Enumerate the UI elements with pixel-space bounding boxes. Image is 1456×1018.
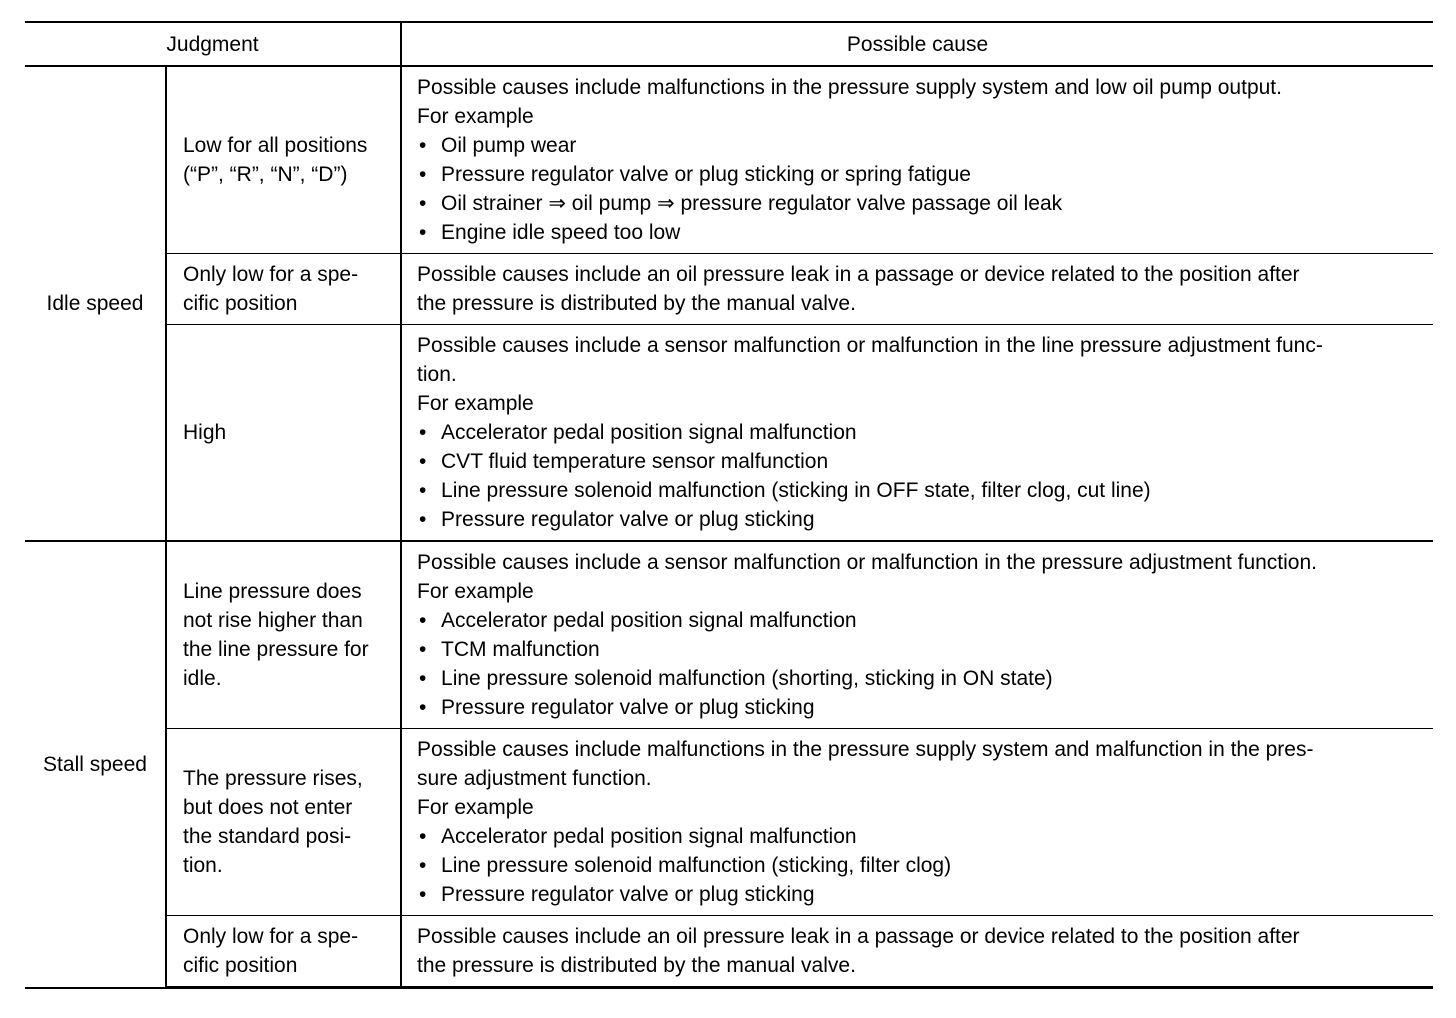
cause-line: sure adjustment function. [417, 767, 652, 790]
judgment-line: Only low for a spe- [183, 263, 359, 286]
cause-bullet-list [417, 606, 1425, 722]
judgment-cell [166, 729, 401, 916]
cause-bullet-item: • Oil pump wear [417, 131, 1425, 160]
cause-line: For example [417, 392, 534, 415]
cause-bullet-item: • Oil strainer ⇒ oil pump ⇒ pressure regulator valve passage oil leak [417, 189, 1425, 218]
cause-bullet-item: • Engine idle speed too low [417, 218, 1425, 247]
cause-cell [401, 66, 1433, 254]
judgment-cell [166, 916, 401, 988]
header-possible-cause: Possible cause [401, 22, 1433, 66]
cause-line: For example [417, 796, 534, 819]
cause-line: For example [417, 580, 534, 603]
cause-cell [401, 729, 1433, 916]
cause-cell [401, 254, 1433, 325]
cause-line: Possible causes include malfunctions in the pressure supply system and low oil pump output. [417, 76, 1282, 99]
judgment-line: cific position [183, 292, 298, 315]
cause-bullet-item: • Line pressure solenoid malfunction (sticking in OFF state, filter clog, cut line) [417, 476, 1425, 505]
judgment-line: The pressure rises, [183, 767, 363, 790]
table-row [25, 916, 1433, 988]
cause-bullet-list [417, 418, 1425, 534]
cause-bullet-item: • Line pressure solenoid malfunction (shorting, sticking in ON state) [417, 664, 1425, 693]
table-row [25, 254, 1433, 325]
cause-bullet-item: • Accelerator pedal position signal malfunction [417, 418, 1425, 447]
table-header-row [25, 22, 1433, 66]
cause-bullet-item: • Accelerator pedal position signal malfunction [417, 606, 1425, 635]
table-row [25, 541, 1433, 729]
table-row [25, 729, 1433, 916]
judgment-line: Low for all positions [183, 134, 368, 157]
table-row [25, 325, 1433, 542]
cause-bullet-item: • Line pressure solenoid malfunction (sticking, filter clog) [417, 851, 1425, 880]
cause-line: Possible causes include an oil pressure leak in a passage or device related to the position after [417, 263, 1300, 286]
header-judgment: Judgment [25, 22, 401, 66]
cause-bullet-list [417, 822, 1425, 909]
cause-bullet-item: • Pressure regulator valve or plug sticking [417, 693, 1425, 722]
cause-line: Possible causes include an oil pressure leak in a passage or device related to the position after [417, 925, 1300, 948]
judgment-line: Only low for a spe- [183, 925, 359, 948]
cause-bullet-item: • Pressure regulator valve or plug sticking [417, 505, 1425, 534]
judgment-line: cific position [183, 954, 298, 977]
cause-cell [401, 916, 1433, 988]
judgment-line: Line pressure does [183, 580, 362, 603]
judgment-line: the standard posi- [183, 825, 352, 848]
judgment-line: High [183, 421, 227, 444]
judgment-cell [166, 541, 401, 729]
cause-line: the pressure is distributed by the manual valve. [417, 292, 856, 315]
judgment-line: tion. [183, 854, 223, 877]
judgment-line: the line pressure for [183, 638, 369, 661]
judgment-line: (“P”, “R”, “N”, “D”) [183, 163, 348, 186]
cause-bullet-item: • Pressure regulator valve or plug sticking [417, 880, 1425, 909]
judgment-line: not rise higher than [183, 609, 363, 632]
cause-line: the pressure is distributed by the manual valve. [417, 954, 856, 977]
table-body [25, 66, 1433, 988]
judgment-cell [166, 66, 401, 254]
cause-line: tion. [417, 363, 457, 386]
cause-bullet-item: • Pressure regulator valve or plug sticking or spring fatigue [417, 160, 1425, 189]
cause-line: Possible causes include malfunctions in the pressure supply system and malfunction in the pres- [417, 738, 1314, 761]
cause-line: For example [417, 105, 534, 128]
cause-cell [401, 325, 1433, 542]
judgment-cell [166, 254, 401, 325]
cause-cell [401, 541, 1433, 729]
cause-line: Possible causes include a sensor malfunction or malfunction in the line pressure adjustment func- [417, 334, 1323, 357]
cause-bullet-item: • CVT fluid temperature sensor malfunction [417, 447, 1425, 476]
group-label: Idle speed [25, 66, 166, 541]
cause-line: Possible causes include a sensor malfunction or malfunction in the pressure adjustment function. [417, 551, 1318, 574]
diagnosis-table [25, 21, 1433, 989]
group-label: Stall speed [25, 541, 166, 988]
cause-bullet-list [417, 131, 1425, 247]
table-row [25, 66, 1433, 254]
cause-bullet-item: • TCM malfunction [417, 635, 1425, 664]
cause-bullet-item: • Accelerator pedal position signal malfunction [417, 822, 1425, 851]
judgment-cell [166, 325, 401, 542]
judgment-line: but does not enter [183, 796, 353, 819]
judgment-line: idle. [183, 667, 222, 690]
